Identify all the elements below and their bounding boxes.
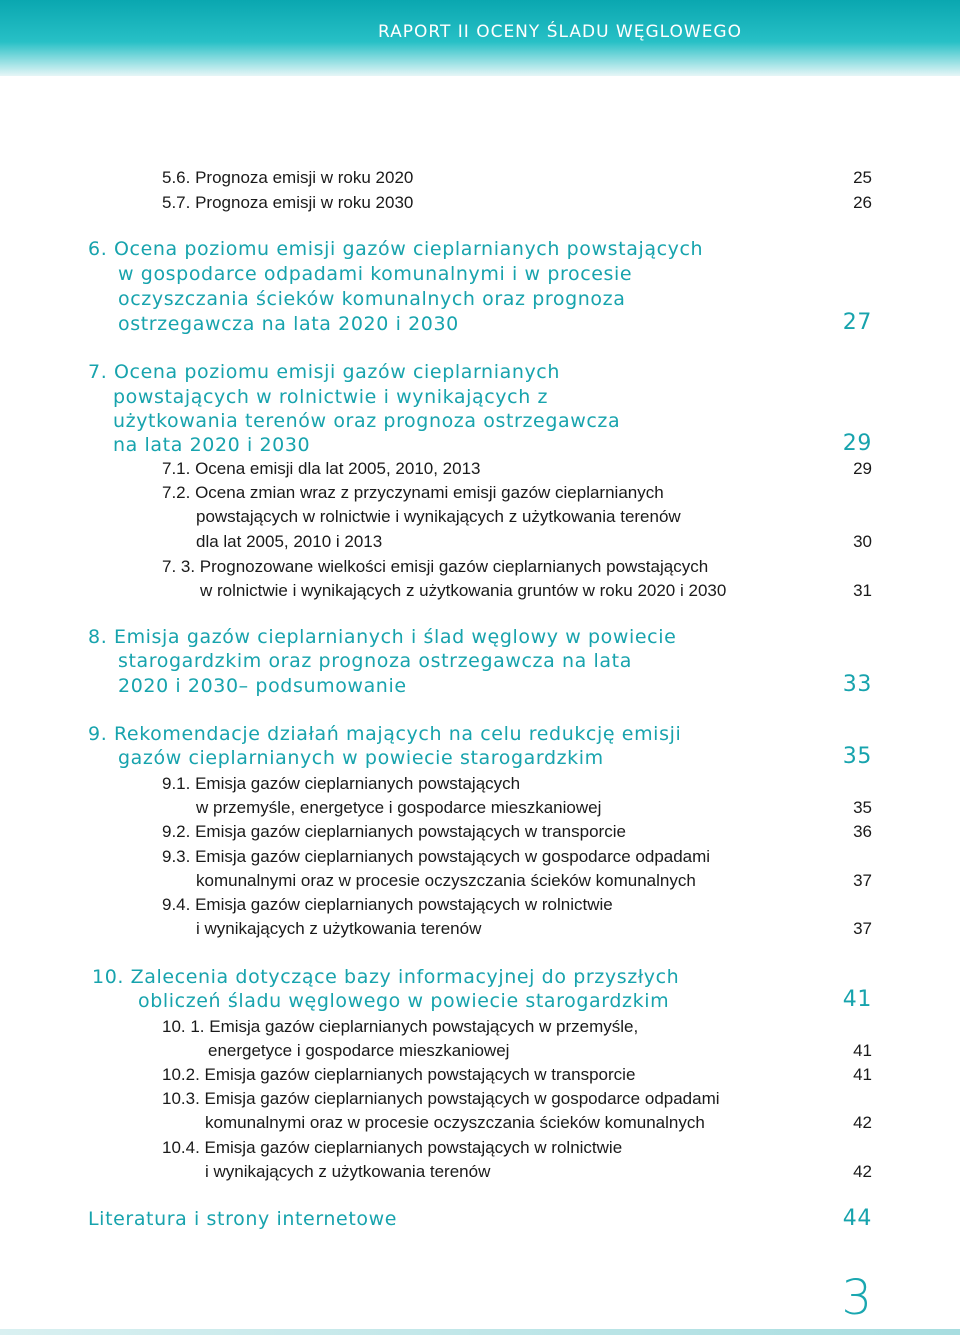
- bottom-band: [0, 1329, 960, 1335]
- chapter-line: w gospodarce odpadami komunalnymi i w procesie: [118, 263, 633, 285]
- toc-entry-line: 9.1. Emisja gazów cieplarnianych powstających: [162, 774, 521, 793]
- toc-entry-page: 29: [853, 459, 872, 478]
- chapter-line: gazów cieplarnianych w powiecie starogardzkim: [118, 747, 604, 769]
- toc-entry-page: 41: [853, 1041, 872, 1060]
- toc-entry-line: dla lat 2005, 2010 i 2013: [196, 532, 383, 551]
- toc-entry-line: 7.2. Ocena zmian wraz z przyczynami emisji gazów cieplarnianych: [162, 483, 664, 502]
- toc-entry-line: w rolnictwie i wynikających z użytkowania gruntów w roku 2020 i 2030: [200, 581, 727, 600]
- toc-entry-page: 30: [853, 532, 872, 551]
- toc-entry-line: 10.4. Emisja gazów cieplarnianych powstających w rolnictwie: [162, 1138, 623, 1157]
- toc-chapter-page: 35: [842, 744, 872, 769]
- toc-entry-label: 10.2. Emisja gazów cieplarnianych powstających w transporcie: [162, 1065, 636, 1084]
- toc-chapter-page: 29: [842, 431, 872, 456]
- toc-entry-page: 36: [853, 822, 872, 841]
- chapter-line: oczyszczania ścieków komunalnych oraz prognoza: [118, 288, 626, 310]
- chapter-line: 9. Rekomendacje działań mających na celu redukcję emisji: [88, 723, 682, 745]
- toc-entry-line: w przemyśle, energetyce i gospodarce mieszkaniowej: [196, 798, 602, 817]
- toc-entry-line: i wynikających z użytkowania terenów: [205, 1162, 491, 1181]
- chapter-line: obliczeń śladu węglowego w powiecie starogardzkim: [138, 990, 670, 1012]
- chapter-line: 7. Ocena poziomu emisji gazów cieplarnianych: [88, 361, 560, 383]
- chapter-line: użytkowania terenów oraz prognoza ostrzegawcza: [113, 410, 621, 432]
- page-number: 3: [841, 1270, 872, 1326]
- toc-entry-line: powstających w rolnictwie i wynikających z użytkowania terenów: [196, 507, 681, 526]
- toc-entry-line: 10.3. Emisja gazów cieplarnianych powstających w gospodarce odpadami: [162, 1089, 720, 1108]
- toc-entry-page: 37: [853, 871, 872, 890]
- chapter-line: powstających w rolnictwie i wynikających z: [113, 386, 549, 408]
- toc-entry-page: 42: [853, 1162, 872, 1181]
- chapter-line: 2020 i 2030– podsumowanie: [118, 675, 407, 697]
- toc-entry-line: 9.4. Emisja gazów cieplarnianych powstających w rolnictwie: [162, 895, 613, 914]
- toc-chapter-page: 41: [842, 987, 872, 1012]
- toc-entry-line: 10. 1. Emisja gazów cieplarnianych powstających w przemyśle,: [162, 1017, 639, 1036]
- chapter-line: 10. Zalecenia dotyczące bazy informacyjnej do przyszłych: [92, 966, 680, 988]
- toc-chapter-page: 44: [842, 1206, 872, 1231]
- chapter-line: 8. Emisja gazów cieplarnianych i ślad węglowy w powiecie: [88, 626, 677, 648]
- chapter-line: ostrzegawcza na lata 2020 i 2030: [118, 313, 459, 335]
- toc-entry-line: i wynikających z użytkowania terenów: [196, 919, 482, 938]
- chapter-line: na lata 2020 i 2030: [113, 434, 311, 456]
- chapter-line: Literatura i strony internetowe: [88, 1208, 398, 1230]
- toc-entry-page: 25: [853, 168, 872, 187]
- toc-entry-line: 9.3. Emisja gazów cieplarnianych powstających w gospodarce odpadami: [162, 847, 711, 866]
- toc-entry-label: 7.1. Ocena emisji dla lat 2005, 2010, 2013: [162, 459, 481, 478]
- chapter-line: 6. Ocena poziomu emisji gazów cieplarnianych powstających: [88, 238, 704, 260]
- toc-chapter-page: 27: [842, 310, 872, 335]
- toc-entry-line: komunalnymi oraz w procesie oczyszczania ścieków komunalnych: [196, 871, 696, 890]
- toc-entry-page: 42: [853, 1113, 872, 1132]
- toc-entry-page: 41: [853, 1065, 872, 1084]
- toc-entry-line: 7. 3. Prognozowane wielkości emisji gazów cieplarnianych powstających: [162, 557, 709, 576]
- toc-entry-page: 31: [853, 581, 872, 600]
- toc-chapter-page: 33: [842, 672, 872, 697]
- toc-entry-line: komunalnymi oraz w procesie oczyszczania ścieków komunalnych: [205, 1113, 705, 1132]
- toc-entry-line: energetyce i gospodarce mieszkaniowej: [208, 1041, 510, 1060]
- header-title: RAPORT II OCENY ŚLADU WĘGLOWEGO: [378, 22, 742, 42]
- chapter-line: starogardzkim oraz prognoza ostrzegawcza na lata: [118, 650, 632, 672]
- toc-entry-label: 5.7. Prognoza emisji w roku 2030: [162, 193, 414, 212]
- header-band: [0, 0, 960, 76]
- toc-entry-page: 26: [853, 193, 872, 212]
- toc-entry-label: 5.6. Prognoza emisji w roku 2020: [162, 168, 414, 187]
- toc-entry-page: 35: [853, 798, 872, 817]
- toc-entry-page: 37: [853, 919, 872, 938]
- toc-entry-label: 9.2. Emisja gazów cieplarnianych powstających w transporcie: [162, 822, 626, 841]
